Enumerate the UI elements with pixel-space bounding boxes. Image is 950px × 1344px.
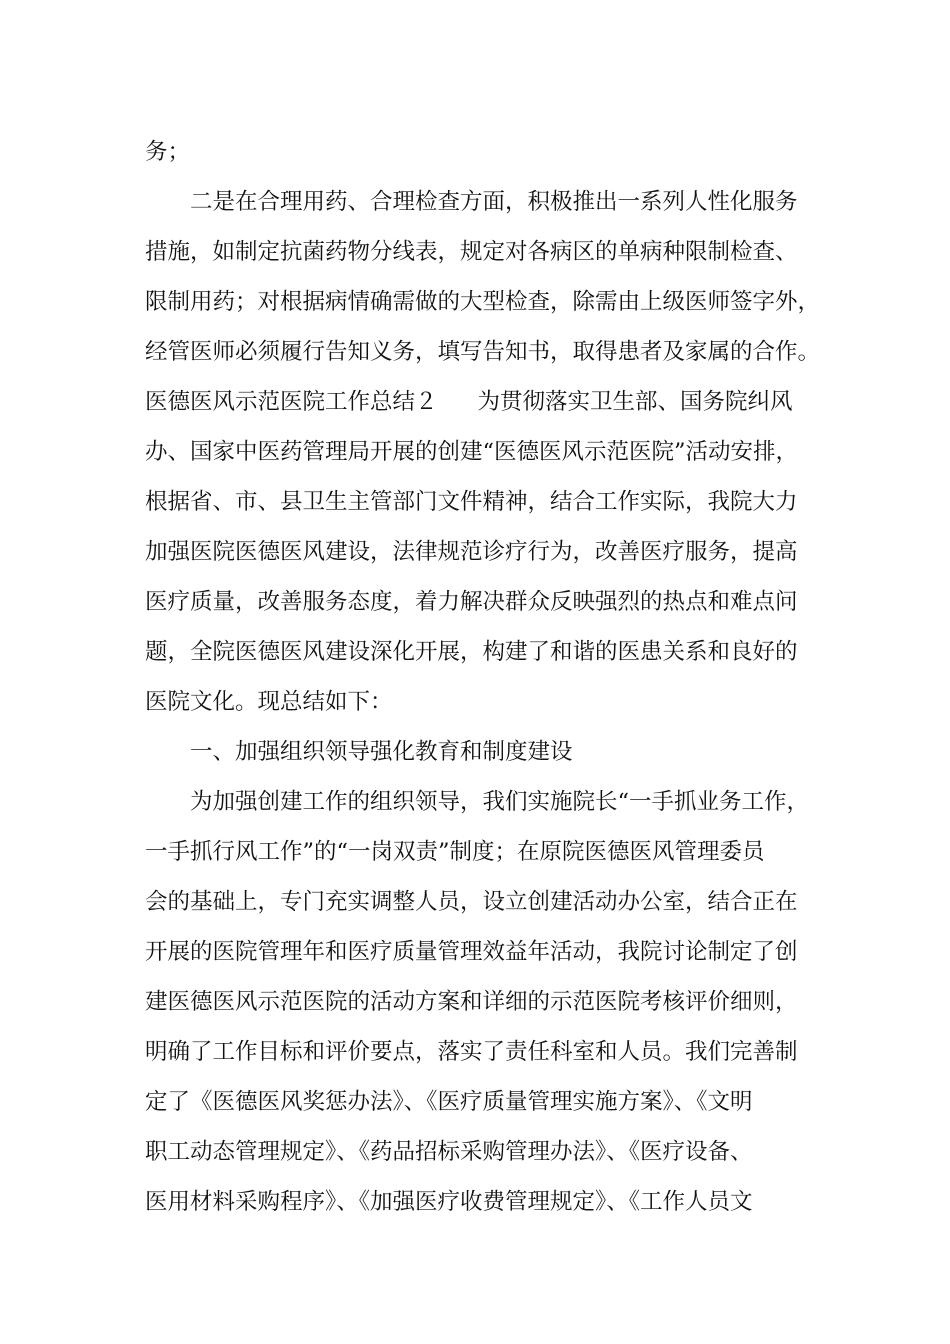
text-line: 一手抓行风工作”的“一岗双责”制度；在原院医德医风管理委员 — [145, 839, 765, 865]
text-line: 开展的医院管理年和医疗质量管理效益年活动，我院讨论制定了创 — [145, 939, 798, 965]
text-line: 医疗质量，改善服务态度，着力解决群众反映强烈的热点和难点问 — [145, 589, 798, 615]
text-line: 根据省、市、县卫生主管部门文件精神，结合工作实际，我院大力 — [145, 489, 798, 515]
text-line: 加强医院医德医风建设，法律规范诊疗行为，改善医疗服务，提高 — [145, 539, 798, 565]
text-line: 题，全院医德医风建设深化开展，构建了和谐的医患关系和良好的 — [145, 639, 798, 665]
section-intro: 为贯彻落实卫生部、国务院纠风 — [477, 389, 793, 415]
text-line: 医用材料采购程序》、《加强医疗收费管理规定》、《工作人员文 — [145, 1189, 753, 1215]
text-line: 措施，如制定抗菌药物分线表，规定对各病区的单病种限制检查、 — [145, 239, 798, 265]
text-line: 医院文化。现总结如下： — [145, 689, 393, 715]
text-line: 办、国家中医药管理局开展的创建“医德医风示范医院”活动安排， — [145, 439, 799, 465]
subheading: 一、加强组织领导强化教育和制度建设 — [190, 739, 573, 765]
text-line: 定了《医德医风奖惩办法》、《医疗质量管理实施方案》、《文明 — [145, 1089, 753, 1115]
heading-line — [145, 386, 825, 418]
text-line: 明确了工作目标和评价要点，落实了责任科室和人员。我们完善制 — [145, 1039, 798, 1065]
text-line: 为加强创建工作的组织领导，我们实施院长“一手抓业务工作， — [190, 789, 810, 815]
text-line: 二是在合理用药、合理检查方面，积极推出一系列人性化服务 — [190, 189, 798, 215]
text-line: 限制用药；对根据病情确需做的大型检查，除需由上级医师签字外， — [145, 289, 821, 315]
section-title: 医德医风示范医院工作总结２ — [145, 389, 438, 415]
text-line: 会的基础上，专门充实调整人员，设立创建活动办公室，结合正在 — [145, 889, 798, 915]
text-line: 建医德医风示范医院的活动方案和详细的示范医院考核评价细则， — [145, 989, 798, 1015]
text-line: 务； — [145, 139, 191, 165]
text-line: 经管医师必须履行告知义务，填写告知书，取得患者及家属的合作。 — [145, 339, 821, 365]
text-line: 职工动态管理规定》、《药品招标采购管理办法》、《医疗设备、 — [145, 1139, 753, 1165]
